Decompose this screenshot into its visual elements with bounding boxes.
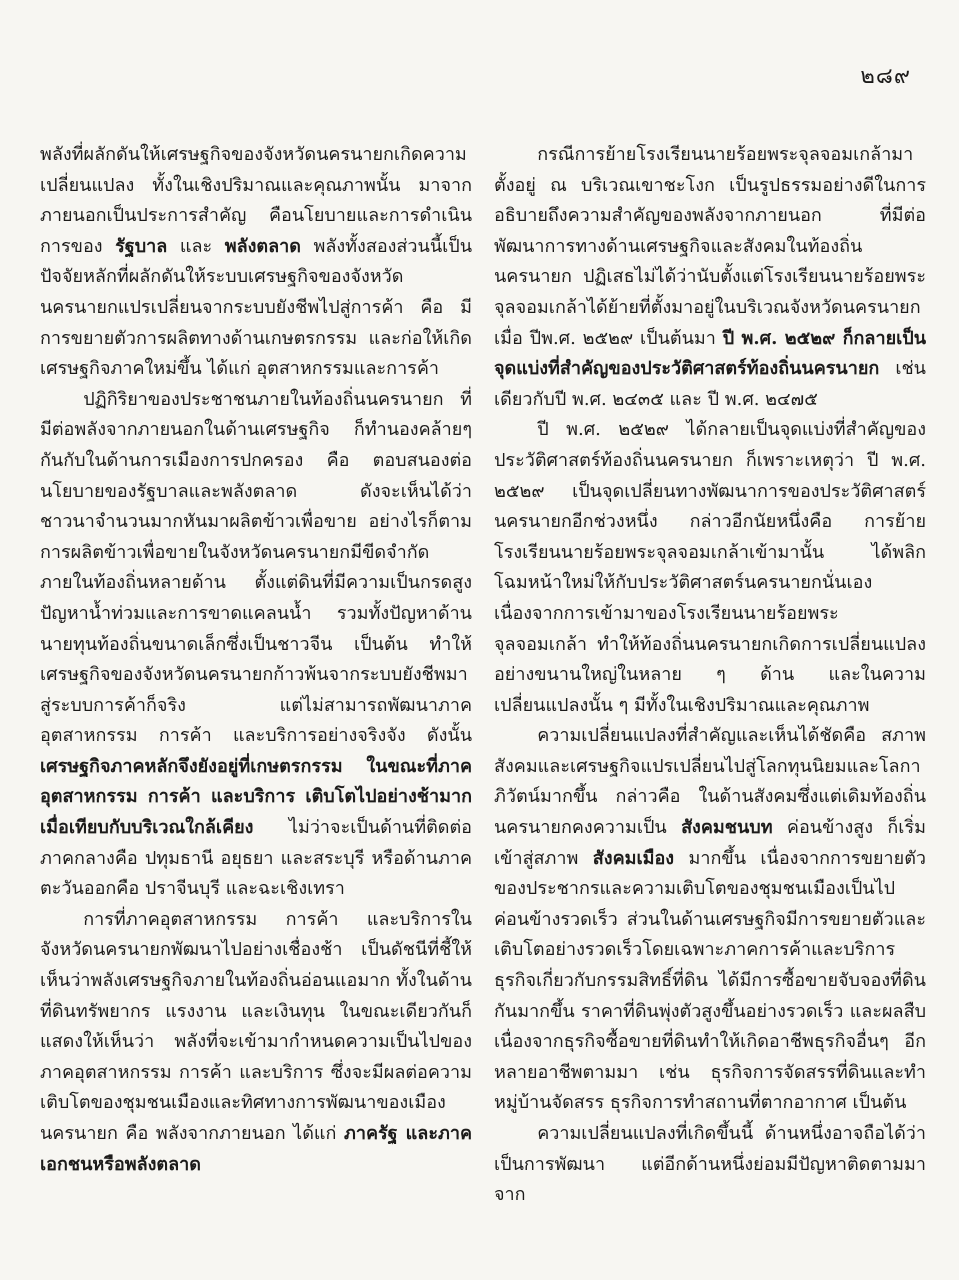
right-paragraph-4 <box>494 1119 926 1211</box>
text-run: เช่นเดียวกับปี พ.ศ. ๒๔๓๕ และ ปี พ.ศ. ๒๔๗๕ <box>494 358 926 410</box>
text-run: และ <box>167 235 225 257</box>
text-run: ไม่ว่าจะเป็นด้านที่ติดต่อภาคกลางคือ ปทุมธานี อยุธยา และสระบุรี หรือด้านภาคตะวันออกคือ ปราจีนบุรี และฉะเชิงเทรา <box>40 817 472 900</box>
left-column <box>40 140 472 1180</box>
text-run: ค่อนข้างสูง ก็เริ่มเข้าสู่สภาพ <box>494 817 926 869</box>
bold-term-government: รัฐบาล <box>115 235 168 257</box>
bold-term-market-force: พลังตลาด <box>224 235 301 257</box>
text-run: ความเปลี่ยนแปลงที่เกิดขึ้นนี้ ด้านหนึ่งอาจถือได้ว่าเป็นการพัฒนา แต่อีกด้านหนึ่งย่อมมีปัญหาติดตามมาจาก <box>494 1123 926 1206</box>
text-run: ความเปลี่ยนแปลงที่สำคัญและเห็นได้ชัดคือ สภาพสังคมและเศรษฐกิจแปรเปลี่ยนไปสู่โลกทุนนิยมและโลกาภิวัตน์มากขึ้น กล่าวคือ ในด้านสังคมซึ่งแต่เดิมท้องถิ่นนครนายกคงความเป็น <box>494 725 926 839</box>
text-run: กรณีการย้ายโรงเรียนนายร้อยพระจุลจอมเกล้ามาตั้งอยู่ ณ บริเวณเขาชะโงก เป็นรูปธรรมอย่างดีในการอธิบายถึงความสำคัญของพลังจากภายนอก ที่มีต่อพัฒนาการทางด้านเศรษฐกิจและสังคมในท้องถิ่นนครนายก ปฏิเสธไม่ได้ว่านับตั้งแต่โรงเรียนนายร้อยพระจุลจอมเกล้าได้ย้ายที่ตั้งมาอยู่ในบริเวณจังหวัดนครนายก เมื่อ ปีพ.ศ. ๒๕๒๙ เป็นต้นมา <box>494 144 926 349</box>
text-run: พลังที่ผลักดันให้เศรษฐกิจของจังหวัดนครนายกเกิดความเปลี่ยนแปลง ทั้งในเชิงปริมาณและคุณภาพนั้น มาจากภายนอกเป็นประการสำคัญ คือนโยบายและการดำเนินการของ <box>40 144 472 257</box>
left-paragraph-2 <box>40 385 472 905</box>
right-paragraph-2 <box>494 415 926 721</box>
right-paragraph-1 <box>494 140 926 415</box>
bold-statement-turning-point: ปี พ.ศ. ๒๕๒๙ ก็กลายเป็นจุดแบ่งที่สำคัญของประวัติศาสตร์ท้องถิ่นนครนายก <box>494 327 927 380</box>
text-run: การที่ภาคอุตสาหกรรม การค้า และบริการในจังหวัดนครนายกพัฒนาไปอย่างเชื่องช้า เป็นดัชนีที่ชี้ให้เห็นว่าพลังเศรษฐกิจภายในท้องถิ่นอ่อนแอมาก ทั้งในด้านที่ดินทรัพยากร แรงงาน และเงินทุน ในขณะเดียวกันก็แสดงให้เห็นว่า พลังที่จะเข้ามากำหนดความเป็นไปของภาคอุตสาหกรรม การค้า และบริการ ซึ่งจะมีผลต่อความเติบโตของชุมชนเมืองและทิศทางการพัฒนาของเมืองนครนายก คือ พลังจากภายนอก ได้แก่ <box>40 908 472 1144</box>
text-run: พลังทั้งสองส่วนนี้เป็นปัจจัยหลักที่ผลักดันให้ระบบเศรษฐกิจของจังหวัดนครนายกแปรเปลี่ยนจากระบบยังชีพไปสู่การค้า คือ มีการขยายตัวการผลิตทางด้านเกษตรกรรม และก่อให้เกิดเศรษฐกิจภาคใหม่ขึ้น ได้แก่ อุตสาหกรรมและการค้า <box>40 235 473 380</box>
right-column <box>494 140 926 1211</box>
bold-term-state-private-sector: ภาครัฐ และภาคเอกชนหรือพลังตลาด <box>40 1123 472 1175</box>
left-paragraph-3 <box>40 905 472 1180</box>
bold-statement-agriculture: เศรษฐกิจภาคหลักจึงยังอยู่ที่เกษตรกรรม ในขณะที่ภาคอุตสาหกรรม การค้า และบริการ เติบโตไปอย่างช้ามากเมื่อเทียบกับบริเวณใกล้เคียง <box>40 755 472 839</box>
text-run: ปี พ.ศ. ๒๕๒๙ ได้กลายเป็นจุดแบ่งที่สำคัญของประวัติศาสตร์ท้องถิ่นนครนายก ก็เพราะเหตุว่า ปี พ.ศ. ๒๕๒๙ เป็นจุดเปลี่ยนทางพัฒนาการของประวัติศาสตร์นครนายกอีกช่วงหนึ่ง กล่าวอีกนัยหนึ่งคือ การย้ายโรงเรียนนายร้อยพระจุลจอมเกล้าเข้ามานั้น ได้พลิกโฉมหน้าใหม่ให้กับประวัติศาสตร์นครนายกนั่นเอง เนื่องจากการเข้ามาของโรงเรียนนายร้อยพระจุลจอมเกล้า ทำให้ท้องถิ่นนครนายกเกิดการเปลี่ยนแปลงอย่างขนานใหญ่ในหลาย ๆ ด้าน และในความเปลี่ยนแปลงนั้น ๆ มีทั้งในเชิงปริมาณและคุณภาพ <box>494 419 926 716</box>
bold-term-urban-society: สังคมเมือง <box>592 847 675 869</box>
page-number: ๒๘๙ <box>860 64 911 89</box>
text-run: ปฏิกิริยาของประชาชนภายในท้องถิ่นนครนายก ที่มีต่อพลังจากภายนอกในด้านเศรษฐกิจ ก็ทำนองคล้ายๆ กันกับในด้านการเมืองการปกครอง คือ ตอบสนองต่อนโยบายของรัฐบาลและพลังตลาด ดังจะเห็นได้ว่า ชาวนาจำนวนมากหันมาผลิตข้าวเพื่อขาย อย่างไรก็ตาม การผลิตข้าวเพื่อขายในจังหวัดนครนายกมีขีดจำกัดภายในท้องถิ่นหลายด้าน ตั้งแต่ดินที่มีความเป็นกรดสูง ปัญหาน้ำท่วมและการขาดแคลนน้ำ รวมทั้งปัญหาด้านนายทุนท้องถิ่นขนาดเล็กซึ่งเป็นชาวจีน เป็นต้น ทำให้เศรษฐกิจของจังหวัดนครนายกก้าวพ้นจากระบบยังชีพมาสู่ระบบการค้าก็จริง แต่ไม่สามารถพัฒนาภาคอุตสาหกรรม การค้า และบริการอย่างจริงจัง ดังนั้น <box>40 388 472 747</box>
bold-term-rural-society: สังคมชนบท <box>681 817 773 839</box>
right-paragraph-3 <box>494 721 926 1119</box>
left-paragraph-1 <box>40 140 472 385</box>
text-run: มากขึ้น เนื่องจากการขยายตัวของประชากรและความเติบโตของชุมชนเมืองเป็นไปค่อนข้างรวดเร็ว ส่วนในด้านเศรษฐกิจมีการขยายตัวและเติบโตอย่างรวดเร็วโดยเฉพาะภาคการค้าและบริการ ธุรกิจเกี่ยวกับกรรมสิทธิ์ที่ดิน ได้มีการซื้อขายจับจองที่ดินกันมากขึ้น ราคาที่ดินพุ่งตัวสูงขึ้นอย่างรวดเร็ว และผลสืบเนื่องจากธุรกิจซื้อขายที่ดินทำให้เกิดอาชีพธุรกิจอื่นๆ อีกหลายอาชีพตามมา เช่น ธุรกิจการจัดสรรที่ดินและทำหมู่บ้านจัดสรร ธุรกิจการทำสถานที่ตากอากาศ เป็นต้น <box>494 847 926 1114</box>
